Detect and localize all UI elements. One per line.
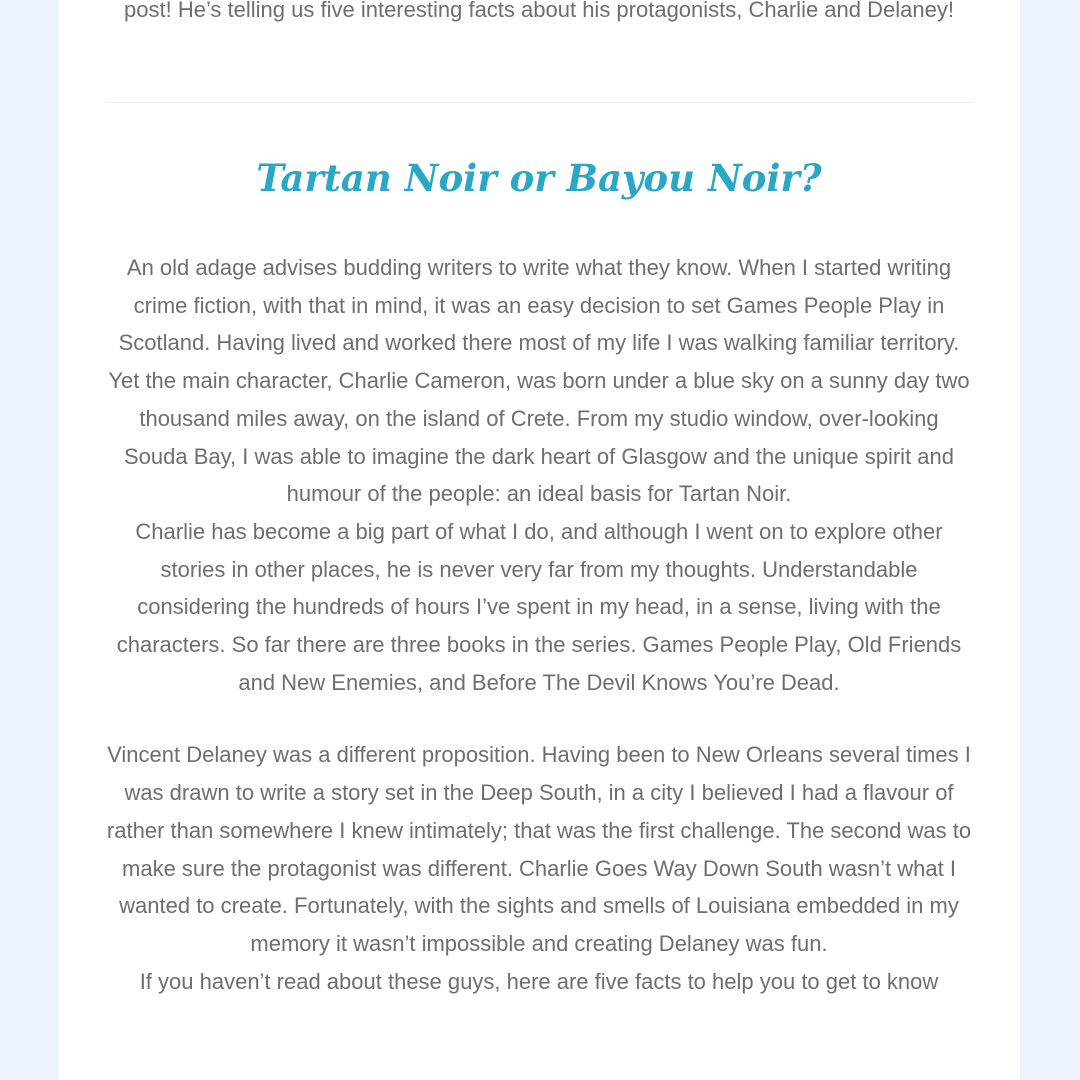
section-divider: [105, 102, 973, 103]
body-paragraph: If you haven’t read about these guys, here are five facts to help you to get to know: [139, 968, 939, 994]
body-paragraph: Charlie has become a big part of what I do, and although I went on to explore other stories in other places, he is never very far from my thoughts. Understandable considering the hundreds of hours I’ve spent in my head, in a sense, living with the characters. So far there are three books in the series. Games People Play, Old Friends and New Enemies, and Before The Devil Knows You’re Dead.: [116, 518, 962, 695]
intro-text: post! He’s telling us five interesting facts about his protagonists, Charlie and Delaney!: [124, 0, 954, 22]
body-paragraph: Vincent Delaney was a different proposition. Having been to New Orleans several times I was drawn to write a story set in the Deep South, in a city I believed I had a flavour of rather than somewhere I knew intimately; that was the first challenge. The second was to make sure the protagonist was different. Charlie Goes Way Down South wasn’t what I wanted to create. Fortunately, with the sights and smells of Louisiana embedded in my memory it wasn’t impossible and creating Delaney was fun.: [106, 742, 972, 956]
body-paragraph: Yet the main character, Charlie Cameron, was born under a blue sky on a sunny day two thousand miles away, on the island of Crete. From my studio window, over-looking Souda Bay, I was able to imagine the dark heart of Glasgow and the unique spirit and humour of the people: an ideal basis for Tartan Noir.: [108, 368, 970, 507]
intro-paragraph-block: [106, 0, 972, 29]
section-heading: Tartan Noir or Bayou Noir?: [256, 156, 822, 200]
article-page: [58, 0, 1020, 1080]
article-body: [106, 249, 972, 1000]
body-paragraph: An old adage advises budding writers to write what they know. When I started writing crime fiction, with that in mind, it was an easy decision to set Games People Play in Scotland. Having lived and worked there most of my life I was walking familiar territory.: [118, 255, 960, 356]
